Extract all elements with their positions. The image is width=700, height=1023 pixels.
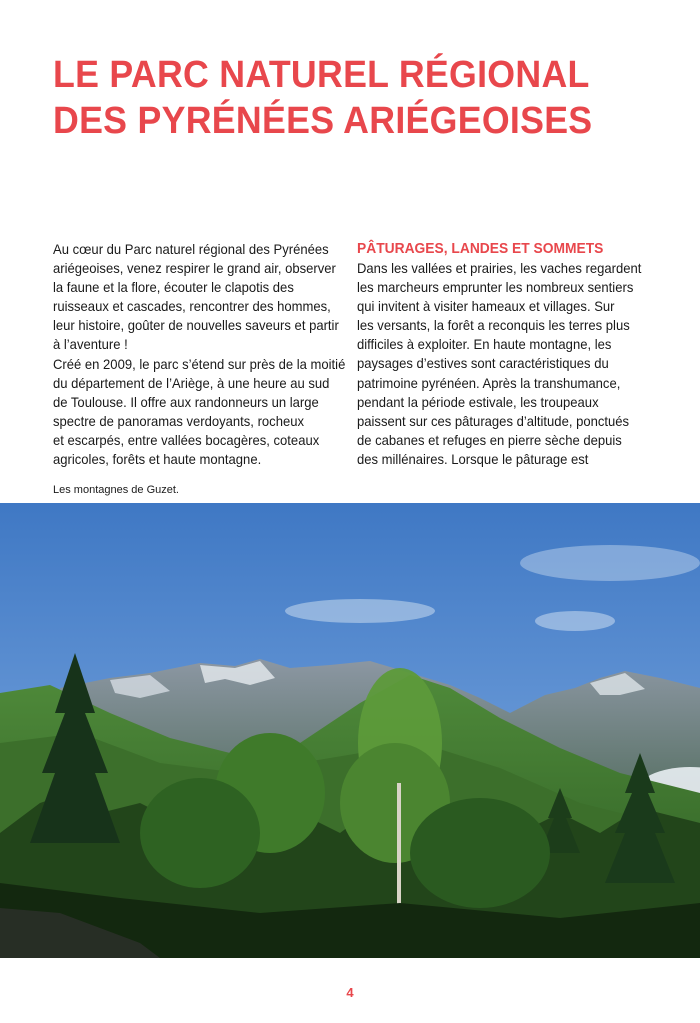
text-line: leur histoire, goûter de nouvelles saveurs et partir: [53, 318, 339, 334]
intro-paragraph-2: [53, 355, 346, 470]
text-line: la faune et la flore, écouter le clapotis des: [53, 280, 294, 296]
page-title: [53, 52, 636, 144]
text-line: difficiles à exploiter. En haute montagne, les: [357, 337, 612, 353]
text-line: patrimoine pyrénéen. Après la transhumance,: [357, 375, 621, 391]
text-line: Créé en 2009, le parc s’étend sur près de la moitié: [53, 356, 346, 372]
text-line: à l’aventure !: [53, 337, 128, 353]
text-line: ruisseaux et cascades, rencontrer des hommes,: [53, 299, 331, 315]
text-line: les marcheurs emprunter les nombreux sentiers: [357, 280, 634, 296]
mountain-photo: [0, 503, 700, 958]
photo-caption: Les montagnes de Guzet.: [53, 484, 179, 496]
text-line: du département de l’Ariège, à une heure au sud: [53, 375, 330, 391]
mountain-landscape-illustration: [0, 503, 700, 958]
deciduous-tree: [140, 778, 260, 888]
text-line: pendant la période estivale, les troupeaux: [357, 394, 599, 410]
section-paragraph: [357, 259, 642, 469]
text-line: des millénaires. Lorsque le pâturage est: [357, 451, 589, 467]
cloud: [285, 599, 435, 623]
text-line: qui invitent à visiter hameaux et villages. Sur: [357, 299, 615, 315]
intro-column: [53, 240, 346, 469]
page-number: 4: [346, 985, 354, 1000]
text-line: les versants, la forêt a reconquis les terres plus: [357, 318, 630, 334]
text-line: Dans les vallées et prairies, les vaches regardent: [357, 261, 642, 276]
text-line: de Toulouse. Il offre aux randonneurs un large: [53, 394, 319, 410]
text-line: de cabanes et refuges en pierre sèche depuis: [357, 432, 622, 448]
text-line: spectre de panoramas verdoyants, rocheux: [53, 413, 304, 429]
cloud: [535, 611, 615, 631]
text-line: ariégeoises, venez respirer le grand air, observer: [53, 261, 336, 277]
text-line: Au cœur du Parc naturel régional des Pyrénées: [53, 242, 329, 257]
text-line: agricoles, forêts et haute montagne.: [53, 452, 262, 468]
text-line: et escarpés, entre vallées bocagères, coteaux: [53, 432, 320, 448]
cloud: [520, 545, 700, 581]
deciduous-tree: [410, 798, 550, 908]
page-title-line-2: DES PYRÉNÉES ARIÉGEOISES: [53, 100, 593, 142]
page-title-line-1: LE PARC NATUREL RÉGIONAL: [53, 54, 590, 96]
section-column: [357, 240, 642, 469]
text-line: paissent sur ces pâturages d’altitude, ponctués: [357, 413, 630, 429]
text-line: paysages d’estives sont caractéristiques du: [357, 356, 609, 372]
intro-paragraph-1: [53, 240, 339, 355]
section-heading: PÂTURAGES, LANDES ET SOMMETS: [357, 241, 604, 257]
birch-trunk: [397, 783, 401, 913]
